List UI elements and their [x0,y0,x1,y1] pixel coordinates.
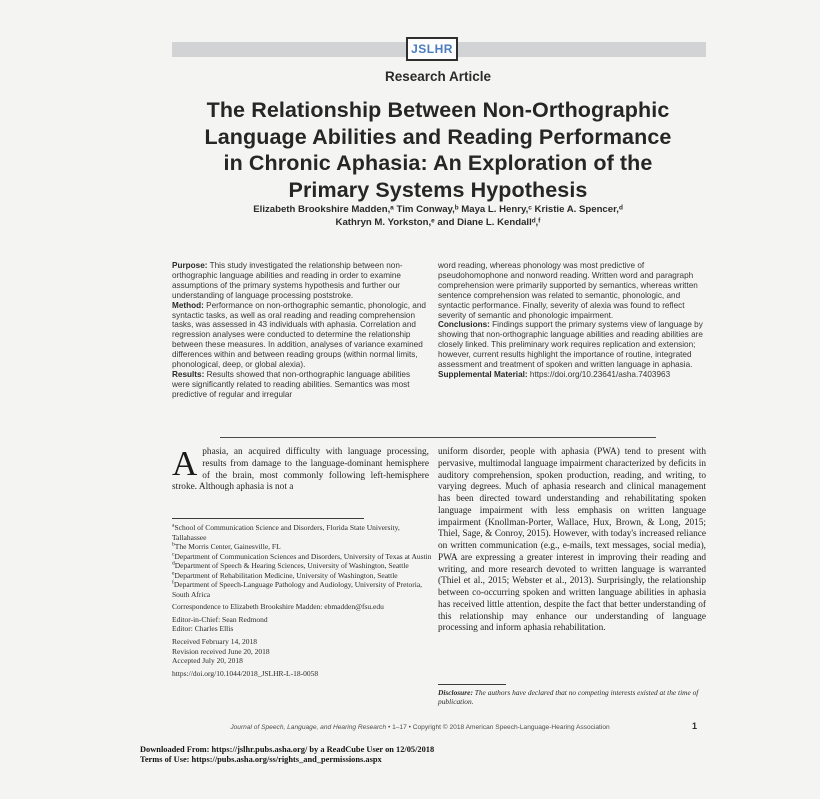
journal-name: Journal of Speech, Language, and Hearing Research [230,724,387,731]
disclosure-label: Disclosure: [438,688,473,697]
abstract-method-label: Method: [172,300,204,310]
affiliation-text: Department of Speech & Hearing Sciences, University of Washington, Seattle [174,561,409,571]
article-title [148,97,728,203]
body-right-text: uniform disorder, people with aphasia (PWA) tend to present with pervasive, multimodal language impairment characterized by deficits in auditory comprehension, spoken production, reading, and writing, to varying degrees. Much of aphasia research and clinical management has been directed toward understanding and rehabilitating spoken language impairment with less emphasis on written language impairment (Knollman-Porter, Wallace, Hux, Brown, & Long, 2015; Thiel, Sage, & Conroy, 2015). However, with today's increased reliance on written communication (e.g., e-mails, text messages, social media), PWA are expressing a greater interest in improving their reading and writing, and more research devoted to written language is warranted (Thiel et al., 2015; Webster et al., 2013). Surprisingly, the relationship between co-occurring spoken and written language abilities in aphasia has received little attention, despite the fact that better understanding of this relationship may enhance our understanding of language processing and inform aphasia rehabilitation. [438,447,706,634]
affiliation-marker: d [172,560,175,567]
abstract-supplemental [438,370,706,380]
page-number: 1 [692,721,698,731]
downloaded-from-line: Downloaded From: https://jslhr.pubs.asha.org/ by a ReadCube User on 12/05/2018 [140,745,435,754]
title-line: The Relationship Between Non-Orthographic [206,98,670,122]
terms-of-use-line: Terms of Use: https://pubs.asha.org/ss/rights_and_permissions.aspx [140,755,382,764]
affiliation-marker: a [172,522,175,529]
abstract-results [172,370,429,400]
affiliation-marker: b [172,541,175,548]
affiliation-item [172,542,434,552]
abstract-body-divider [220,437,656,438]
author-list [148,204,728,229]
journal-footer [170,724,670,731]
abstract-results-text: Results showed that non-orthographic language abilities were significantly related to reading abilities. Semantics was most predictive of regular and irregular [172,369,411,399]
abstract-method [172,301,429,370]
affiliation-marker: c [172,551,175,558]
abstract-conclusions-text: Findings support the primary systems view of language by showing that non-orthographic language abilities and reading abilities are closely linked. This preliminary work requires replication and extension; however, current results highlight the importance of routine, integrated assessment and treatment of spoken and written language in aphasia. [438,320,703,370]
affiliation-text: School of Communication Science and Disorders, Florida State University, Tallahassee [172,523,400,542]
affiliation-item [172,580,434,599]
abstract-left-column [172,261,429,400]
body-left-column [172,444,429,494]
abstract-results-label: Results: [172,369,205,379]
abstract-results-continued: word reading, whereas phonology was most predictive of pseudohomophone and nonword reading. Written word and paragraph comprehension were primarily supported by semantics, whereas written sentence comprehension was related to semantic, phonologic, and syntactic performance. Finally, severity of alexia was found to reflect severity of semantic and phonologic impairment. [438,261,698,320]
accepted-date: Accepted July 20, 2018 [172,656,243,666]
journal-badge[interactable] [406,37,458,61]
supplemental-material-link[interactable]: https://doi.org/10.23641/asha.7403963 [527,369,671,379]
footnote-block [172,523,434,678]
affiliation-item [172,561,434,571]
article-doi-link[interactable]: https://doi.org/10.1044/2018_JSLHR-L-18-0058 [172,668,319,678]
correspondence-line[interactable]: Correspondence to Elizabeth Brookshire Madden: ebmadden@fsu.edu [172,602,384,612]
author-line: Elizabeth Brookshire Madden,ᵃ Tim Conway,ᵇ Maya L. Henry,ᶜ Kristie A. Spencer,ᵈ [253,204,623,215]
affiliation-item [172,552,434,562]
abstract-supplemental-label: Supplemental Material: [438,369,528,379]
body-right-column [438,447,706,635]
revision-date: Revision received June 20, 2018 [172,646,270,656]
abstract-purpose-label: Purpose: [172,261,208,270]
abstract-conclusions-label: Conclusions: [438,320,490,330]
abstract-purpose [172,261,429,301]
affiliation-item [172,523,434,542]
body-left-text: phasia, an acquired difficulty with language processing, results from damage to the language-dominant hemisphere of the brain, most commonly following left-hemisphere stroke. Although aphasia is not a [172,447,429,493]
editor-in-chief-line: Editor-in-Chief: Sean Redmond [172,614,268,624]
article-type: Research Article [384,69,492,84]
abstract-right-column [438,261,706,380]
affiliation-text: The Morris Center, Gainesville, FL [174,542,281,552]
journal-footer-rest: • 1–17 • Copyright © 2018 American Speech-Language-Hearing Association [386,724,610,731]
download-stamp [140,745,700,765]
affiliation-item [172,571,434,581]
author-line: Kathryn M. Yorkston,ᵉ and Diane L. Kendallᵈ,ᶠ [335,216,541,228]
affiliation-text: Department of Speech-Language Pathology and Audiology, University of Pretoria, South Africa [172,580,423,599]
journal-badge-label: JSLHR [411,42,453,56]
title-line: Language Abilities and Reading Performance [204,124,672,149]
received-date: Received February 14, 2018 [172,637,257,647]
disclosure-text: The authors have declared that no competing interests existed at the time of publication. [438,688,699,707]
drop-cap: A [172,444,198,483]
title-line: in Chronic Aphasia: An Exploration of the [223,151,653,175]
footnote-rule-left [172,518,364,519]
affiliation-marker: e [172,570,175,577]
abstract-conclusions [438,320,706,370]
affiliation-text: Department of Communication Sciences and Disorders, University of Texas at Austin [174,551,432,561]
footnote-rule-right [438,684,506,685]
abstract-purpose-text: This study investigated the relationship between non-orthographic language abilities and reading in order to examine assumptions of the primary systems hypothesis and further our understanding of language processing poststroke. [172,261,403,300]
affiliation-text: Department of Rehabilitation Medicine, University of Washington, Seattle [174,570,398,580]
abstract-method-text: Performance on non-orthographic semantic, phonologic, and syntactic tasks, as well as oral reading and reading comprehension tasks, was assessed in 43 individuals with aphasia. Correlation and regression analyses were conducted to determine the relationship between these measures. In addition, analyses of variance examined differences within and between reading groups (within normal limits, phonological, deep, or global alexia). [172,300,426,370]
editor-line: Editor: Charles Ellis [172,624,234,634]
affiliation-marker: f [172,579,174,586]
title-line: Primary Systems Hypothesis [288,177,588,202]
disclosure-note [438,688,708,707]
